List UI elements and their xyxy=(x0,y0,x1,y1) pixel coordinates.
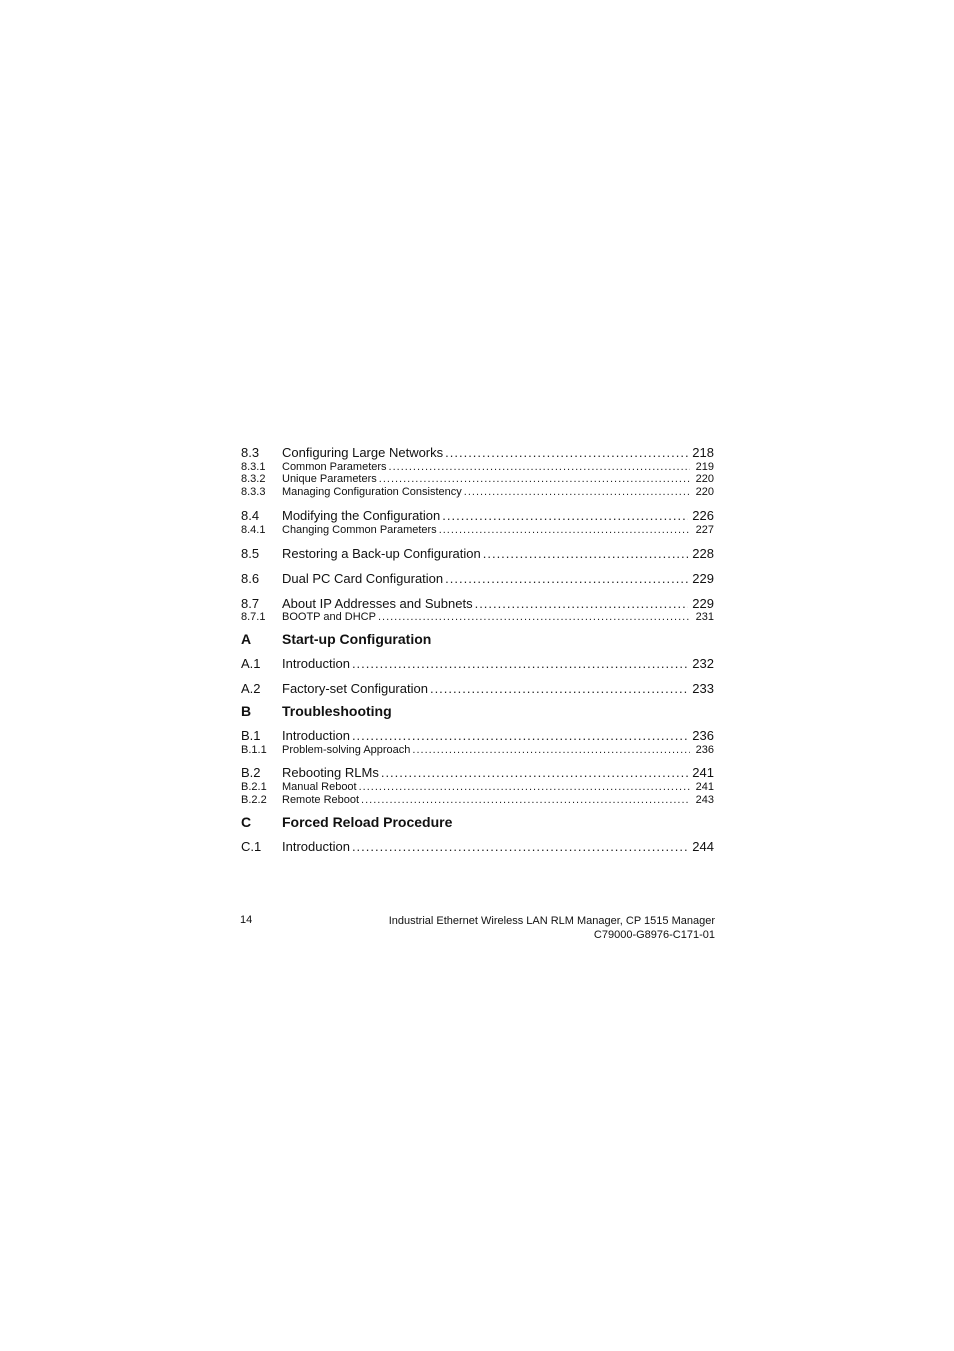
toc-entry xyxy=(241,571,714,587)
toc-entry xyxy=(241,781,714,794)
entry-page: 229 xyxy=(692,596,714,611)
entry-title: Rebooting RLMs xyxy=(282,765,379,780)
entry-title: Factory-set Configuration xyxy=(282,681,428,696)
entry-number: B.2.2 xyxy=(241,794,267,806)
entry-page: 227 xyxy=(695,524,714,536)
entry-number: 8.3.3 xyxy=(241,486,266,498)
toc-entry xyxy=(241,473,714,486)
appendix-title: Troubleshooting xyxy=(282,703,392,719)
entry-title: Manual Reboot xyxy=(282,781,357,793)
entry-page: 241 xyxy=(692,765,714,780)
entry-page: 220 xyxy=(695,473,714,485)
entry-number: 8.3 xyxy=(241,445,260,460)
entry-number: 8.3.2 xyxy=(241,473,266,485)
appendix-heading xyxy=(241,814,714,831)
entry-number: 8.6 xyxy=(241,571,260,586)
entry-number: 8.5 xyxy=(241,546,260,561)
entry-title: Introduction xyxy=(282,656,350,671)
entry-number: 8.4 xyxy=(241,508,260,523)
entry-title: About IP Addresses and Subnets xyxy=(282,596,473,611)
entry-title: Remote Reboot xyxy=(282,794,360,806)
footer-document-info xyxy=(389,914,715,942)
entry-page: 241 xyxy=(695,781,714,793)
toc-entry xyxy=(241,744,714,757)
footer-page-number: 14 xyxy=(240,914,253,926)
entry-number: 8.7 xyxy=(241,596,260,611)
entry-page: 244 xyxy=(692,839,714,854)
entry-title: Problem-solving Approach xyxy=(282,744,411,756)
toc-entry xyxy=(241,486,714,499)
entry-title: Common Parameters xyxy=(282,461,387,473)
appendix-letter: B xyxy=(241,703,252,719)
toc-entry xyxy=(241,656,714,672)
footer-title: Industrial Ethernet Wireless LAN RLM Manager, CP 1515 Manager xyxy=(388,915,715,927)
entry-title: Introduction xyxy=(282,839,350,854)
entry-page: 226 xyxy=(692,508,714,523)
appendix-heading xyxy=(241,703,714,720)
entry-page: 219 xyxy=(695,461,714,473)
entry-page: 232 xyxy=(692,656,714,671)
entry-title: Changing Common Parameters xyxy=(282,524,437,536)
entry-number: B.1 xyxy=(241,728,261,743)
entry-number: C.1 xyxy=(241,839,262,854)
entry-number: 8.7.1 xyxy=(241,611,266,623)
footer-doc-id: C79000-G8976-C171-01 xyxy=(593,929,715,941)
entry-page: 218 xyxy=(692,445,714,460)
entry-number: B.2.1 xyxy=(241,781,267,793)
entry-title: Unique Parameters xyxy=(282,473,377,485)
entry-title: Modifying the Configuration xyxy=(282,508,441,523)
entry-title: Configuring Large Networks xyxy=(282,445,444,460)
entry-number: B.1.1 xyxy=(241,744,267,756)
appendix-letter: C xyxy=(241,814,252,830)
toc-entry xyxy=(241,839,714,855)
entry-page: 236 xyxy=(695,744,714,756)
entry-page: 228 xyxy=(692,546,714,561)
appendix-heading xyxy=(241,631,714,648)
entry-number: B.2 xyxy=(241,765,261,780)
toc-entry xyxy=(241,524,714,537)
toc-entry xyxy=(241,508,714,524)
entry-page: 236 xyxy=(692,728,714,743)
toc-entry xyxy=(241,681,714,697)
entry-page: 233 xyxy=(692,681,714,696)
appendix-title: Start-up Configuration xyxy=(282,631,432,647)
entry-number: A.1 xyxy=(241,656,261,671)
entry-title: Restoring a Back-up Configuration xyxy=(282,546,481,561)
appendix-letter: A xyxy=(241,631,252,647)
entry-title: BOOTP and DHCP xyxy=(282,611,376,623)
toc-entry xyxy=(241,794,714,807)
toc-entry xyxy=(241,765,714,781)
entry-page: 243 xyxy=(695,794,714,806)
toc-entry xyxy=(241,445,714,461)
entry-title: Introduction xyxy=(282,728,350,743)
entry-title: Dual PC Card Configuration xyxy=(282,571,444,586)
toc-entry xyxy=(241,611,714,624)
entry-page: 220 xyxy=(695,486,714,498)
entry-number: 8.4.1 xyxy=(241,524,266,536)
entry-number: A.2 xyxy=(241,681,261,696)
entry-number: 8.3.1 xyxy=(241,461,266,473)
toc-entry xyxy=(241,546,714,562)
toc-entry xyxy=(241,596,714,612)
entry-title: Managing Configuration Consistency xyxy=(282,486,462,498)
entry-page: 229 xyxy=(692,571,714,586)
toc-entry xyxy=(241,728,714,744)
appendix-title: Forced Reload Procedure xyxy=(282,814,453,830)
entry-page: 231 xyxy=(695,611,714,623)
